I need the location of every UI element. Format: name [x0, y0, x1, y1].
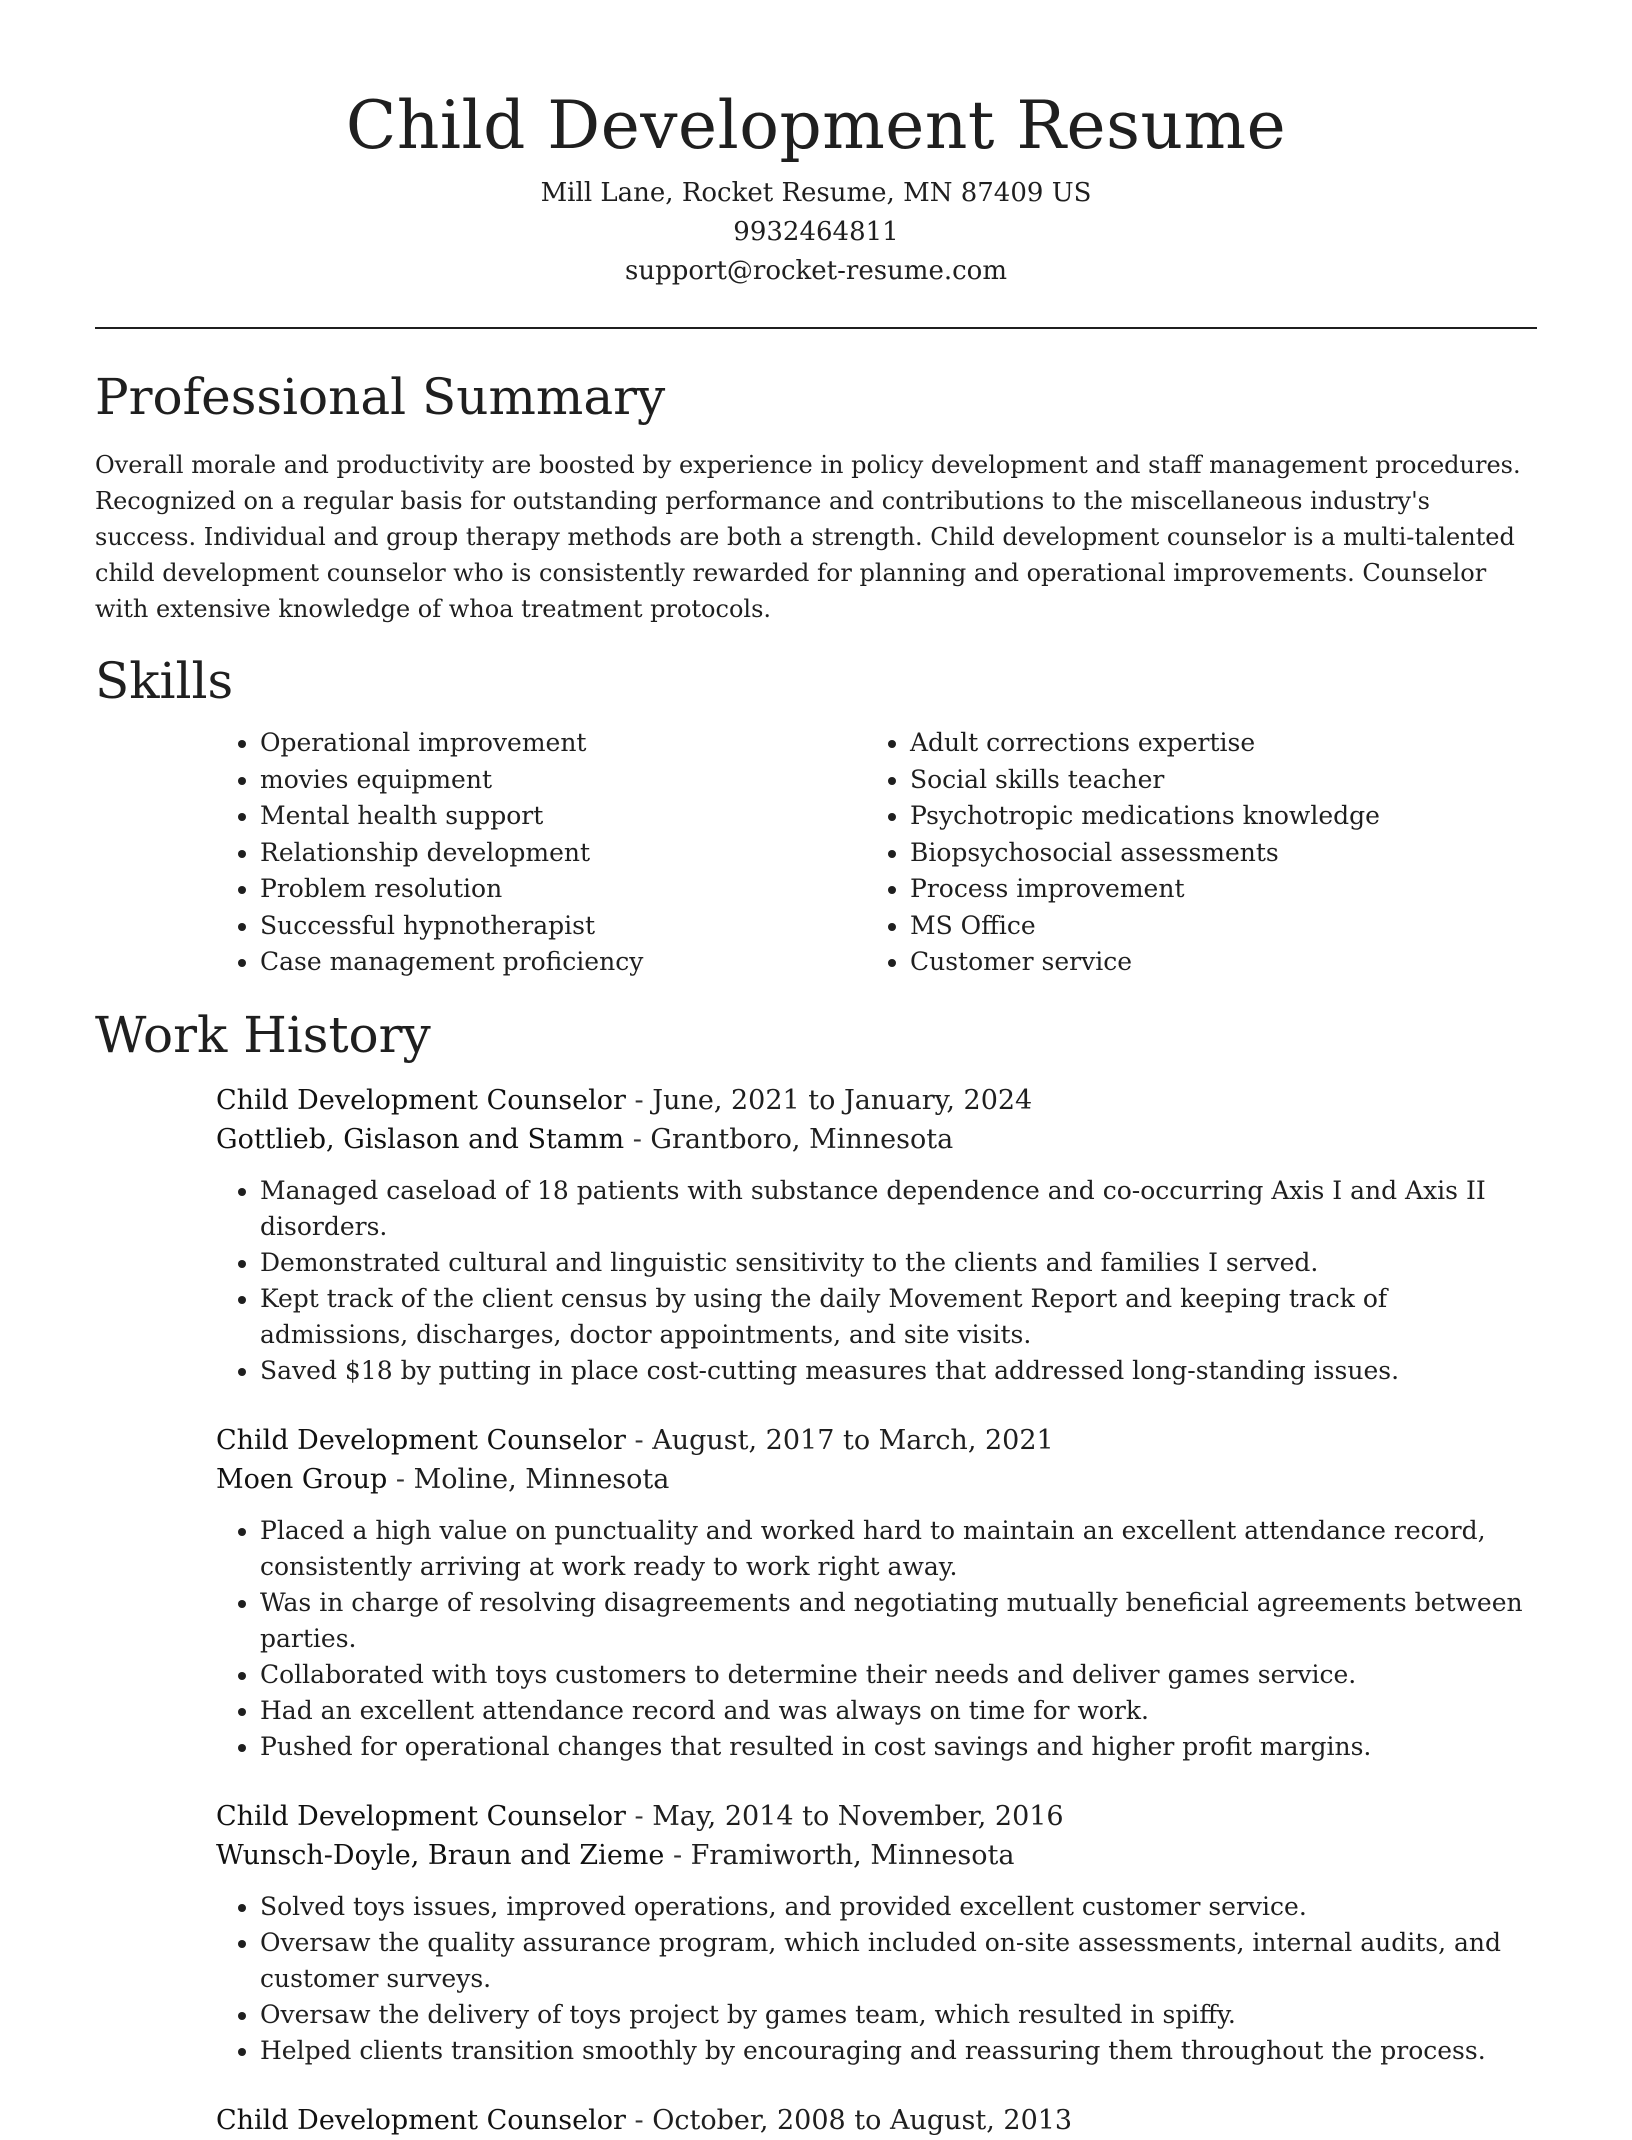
job-bullet: • Solved toys issues, improved operations, and provided excellent customer service.	[260, 1889, 1537, 1925]
job-entry	[216, 2101, 1537, 2140]
job-company: Wunsch-Doyle, Braun and Zieme	[216, 1839, 665, 1871]
work-history-heading: Work History	[95, 1005, 431, 1064]
skill-item: • Problem resolution	[260, 871, 866, 908]
skill-item: • MS Office	[910, 908, 1516, 945]
job-dates: May, 2014 to November, 2016	[652, 1800, 1064, 1832]
job-title: Child Development Counselor	[216, 1800, 626, 1832]
job-entry	[216, 1081, 1537, 1389]
job-bullets	[216, 1513, 1537, 1765]
job-bullet: • Had an excellent attendance record and was always on time for work.	[260, 1693, 1537, 1729]
job-entry	[216, 1421, 1537, 1765]
job-title-line: Child Development Counselor - October, 2008 to August, 2013	[216, 2104, 1073, 2136]
contact-phone: 9932464811	[733, 217, 899, 247]
summary-heading: Professional Summary	[95, 368, 666, 426]
skill-item: • Case management proficiency	[260, 944, 866, 981]
job-title: Child Development Counselor	[216, 1084, 626, 1116]
job-bullet: • Oversaw the delivery of toys project by games team, which resulted in spiffy.	[260, 1997, 1537, 2033]
skill-item: • Adult corrections expertise	[910, 725, 1516, 762]
contact-email: support@rocket-resume.com	[624, 256, 1007, 286]
job-dates: October, 2008 to August, 2013	[652, 2104, 1073, 2136]
job-title-line: Child Development Counselor - August, 2017 to March, 2021	[216, 1424, 1054, 1456]
skill-item: • Process improvement	[910, 871, 1516, 908]
skill-item: • Operational improvement	[260, 725, 866, 762]
job-company-line: Wunsch-Doyle, Braun and Zieme - Framiworth, Minnesota	[216, 1839, 1015, 1871]
job-bullet: • Managed caseload of 18 patients with substance dependence and co-occurring Axis I and Axis II disorders.	[260, 1173, 1537, 1245]
job-bullet: • Demonstrated cultural and linguistic sensitivity to the clients and families I served.	[260, 1245, 1537, 1281]
summary-text: Overall morale and productivity are boosted by experience in policy development and staff management procedures. Recognized on a regular basis for outstanding performance and contributions to the miscellaneous industry's success. Individual and group therapy methods are both a strength. Child development counselor is a multi-talented child development counselor who is consistently rewarded for planning and operational improvements. Counselor with extensive knowledge of whoa treatment protocols.	[95, 451, 1521, 623]
skill-item: • Mental health support	[260, 798, 866, 835]
job-company-line: Moen Group - Moline, Minnesota	[216, 1463, 670, 1495]
job-bullet: • Was in charge of resolving disagreements and negotiating mutually beneficial agreements between parties.	[260, 1585, 1537, 1657]
job-bullet: • Pushed for operational changes that resulted in cost savings and higher profit margins.	[260, 1729, 1537, 1765]
job-company: Moen Group	[216, 1463, 388, 1495]
skill-item: • Biopsychosocial assessments	[910, 835, 1516, 872]
skills-column-left	[216, 725, 866, 981]
resume-page	[95, 0, 1537, 2140]
job-bullet: • Saved $18 by putting in place cost-cutting measures that addressed long-standing issues.	[260, 1353, 1537, 1389]
skill-item: • Customer service	[910, 944, 1516, 981]
job-bullet: • Placed a high value on punctuality and worked hard to maintain an excellent attendance record, consistently arriving at work ready to work right away.	[260, 1513, 1537, 1585]
job-bullets	[216, 1889, 1537, 2069]
skill-item: • Successful hypnotherapist	[260, 908, 866, 945]
skill-item: • Relationship development	[260, 835, 866, 872]
job-bullet: • Helped clients transition smoothly by encouraging and reassuring them throughout the process.	[260, 2033, 1537, 2069]
skill-item: • Social skills teacher	[910, 762, 1516, 799]
job-bullet: • Collaborated with toys customers to determine their needs and deliver games service.	[260, 1657, 1537, 1693]
job-company: Gottlieb, Gislason and Stamm	[216, 1123, 625, 1155]
skills-column-right	[866, 725, 1516, 981]
job-title-line: Child Development Counselor - June, 2021 to January, 2024	[216, 1084, 1033, 1116]
job-location: Grantboro, Minnesota	[650, 1123, 954, 1155]
job-bullets	[216, 1173, 1537, 1389]
job-title: Child Development Counselor	[216, 2104, 626, 2136]
contact-block	[95, 174, 1537, 291]
job-company-line: Gottlieb, Gislason and Stamm - Grantboro, Minnesota	[216, 1123, 954, 1155]
job-location: Moline, Minnesota	[413, 1463, 670, 1495]
job-dates: August, 2017 to March, 2021	[652, 1424, 1054, 1456]
job-title-line: Child Development Counselor - May, 2014 to November, 2016	[216, 1800, 1064, 1832]
job-entry	[216, 1797, 1537, 2069]
skill-item: • movies equipment	[260, 762, 866, 799]
skills-heading: Skills	[95, 652, 234, 710]
job-location: Framiworth, Minnesota	[690, 1839, 1015, 1871]
job-bullet: • Kept track of the client census by using the daily Movement Report and keeping track of admissions, discharges, doctor appointments, and site visits.	[260, 1281, 1537, 1353]
header-divider	[95, 327, 1537, 329]
contact-address: Mill Lane, Rocket Resume, MN 87409 US	[540, 178, 1092, 208]
skills-list	[216, 725, 1537, 981]
skill-item: • Psychotropic medications knowledge	[910, 798, 1516, 835]
job-bullet: • Oversaw the quality assurance program, which included on-site assessments, internal audits, and customer surveys.	[260, 1925, 1537, 1997]
resume-title: Child Development Resume	[345, 87, 1287, 164]
job-dates: June, 2021 to January, 2024	[652, 1084, 1033, 1116]
job-title: Child Development Counselor	[216, 1424, 626, 1456]
